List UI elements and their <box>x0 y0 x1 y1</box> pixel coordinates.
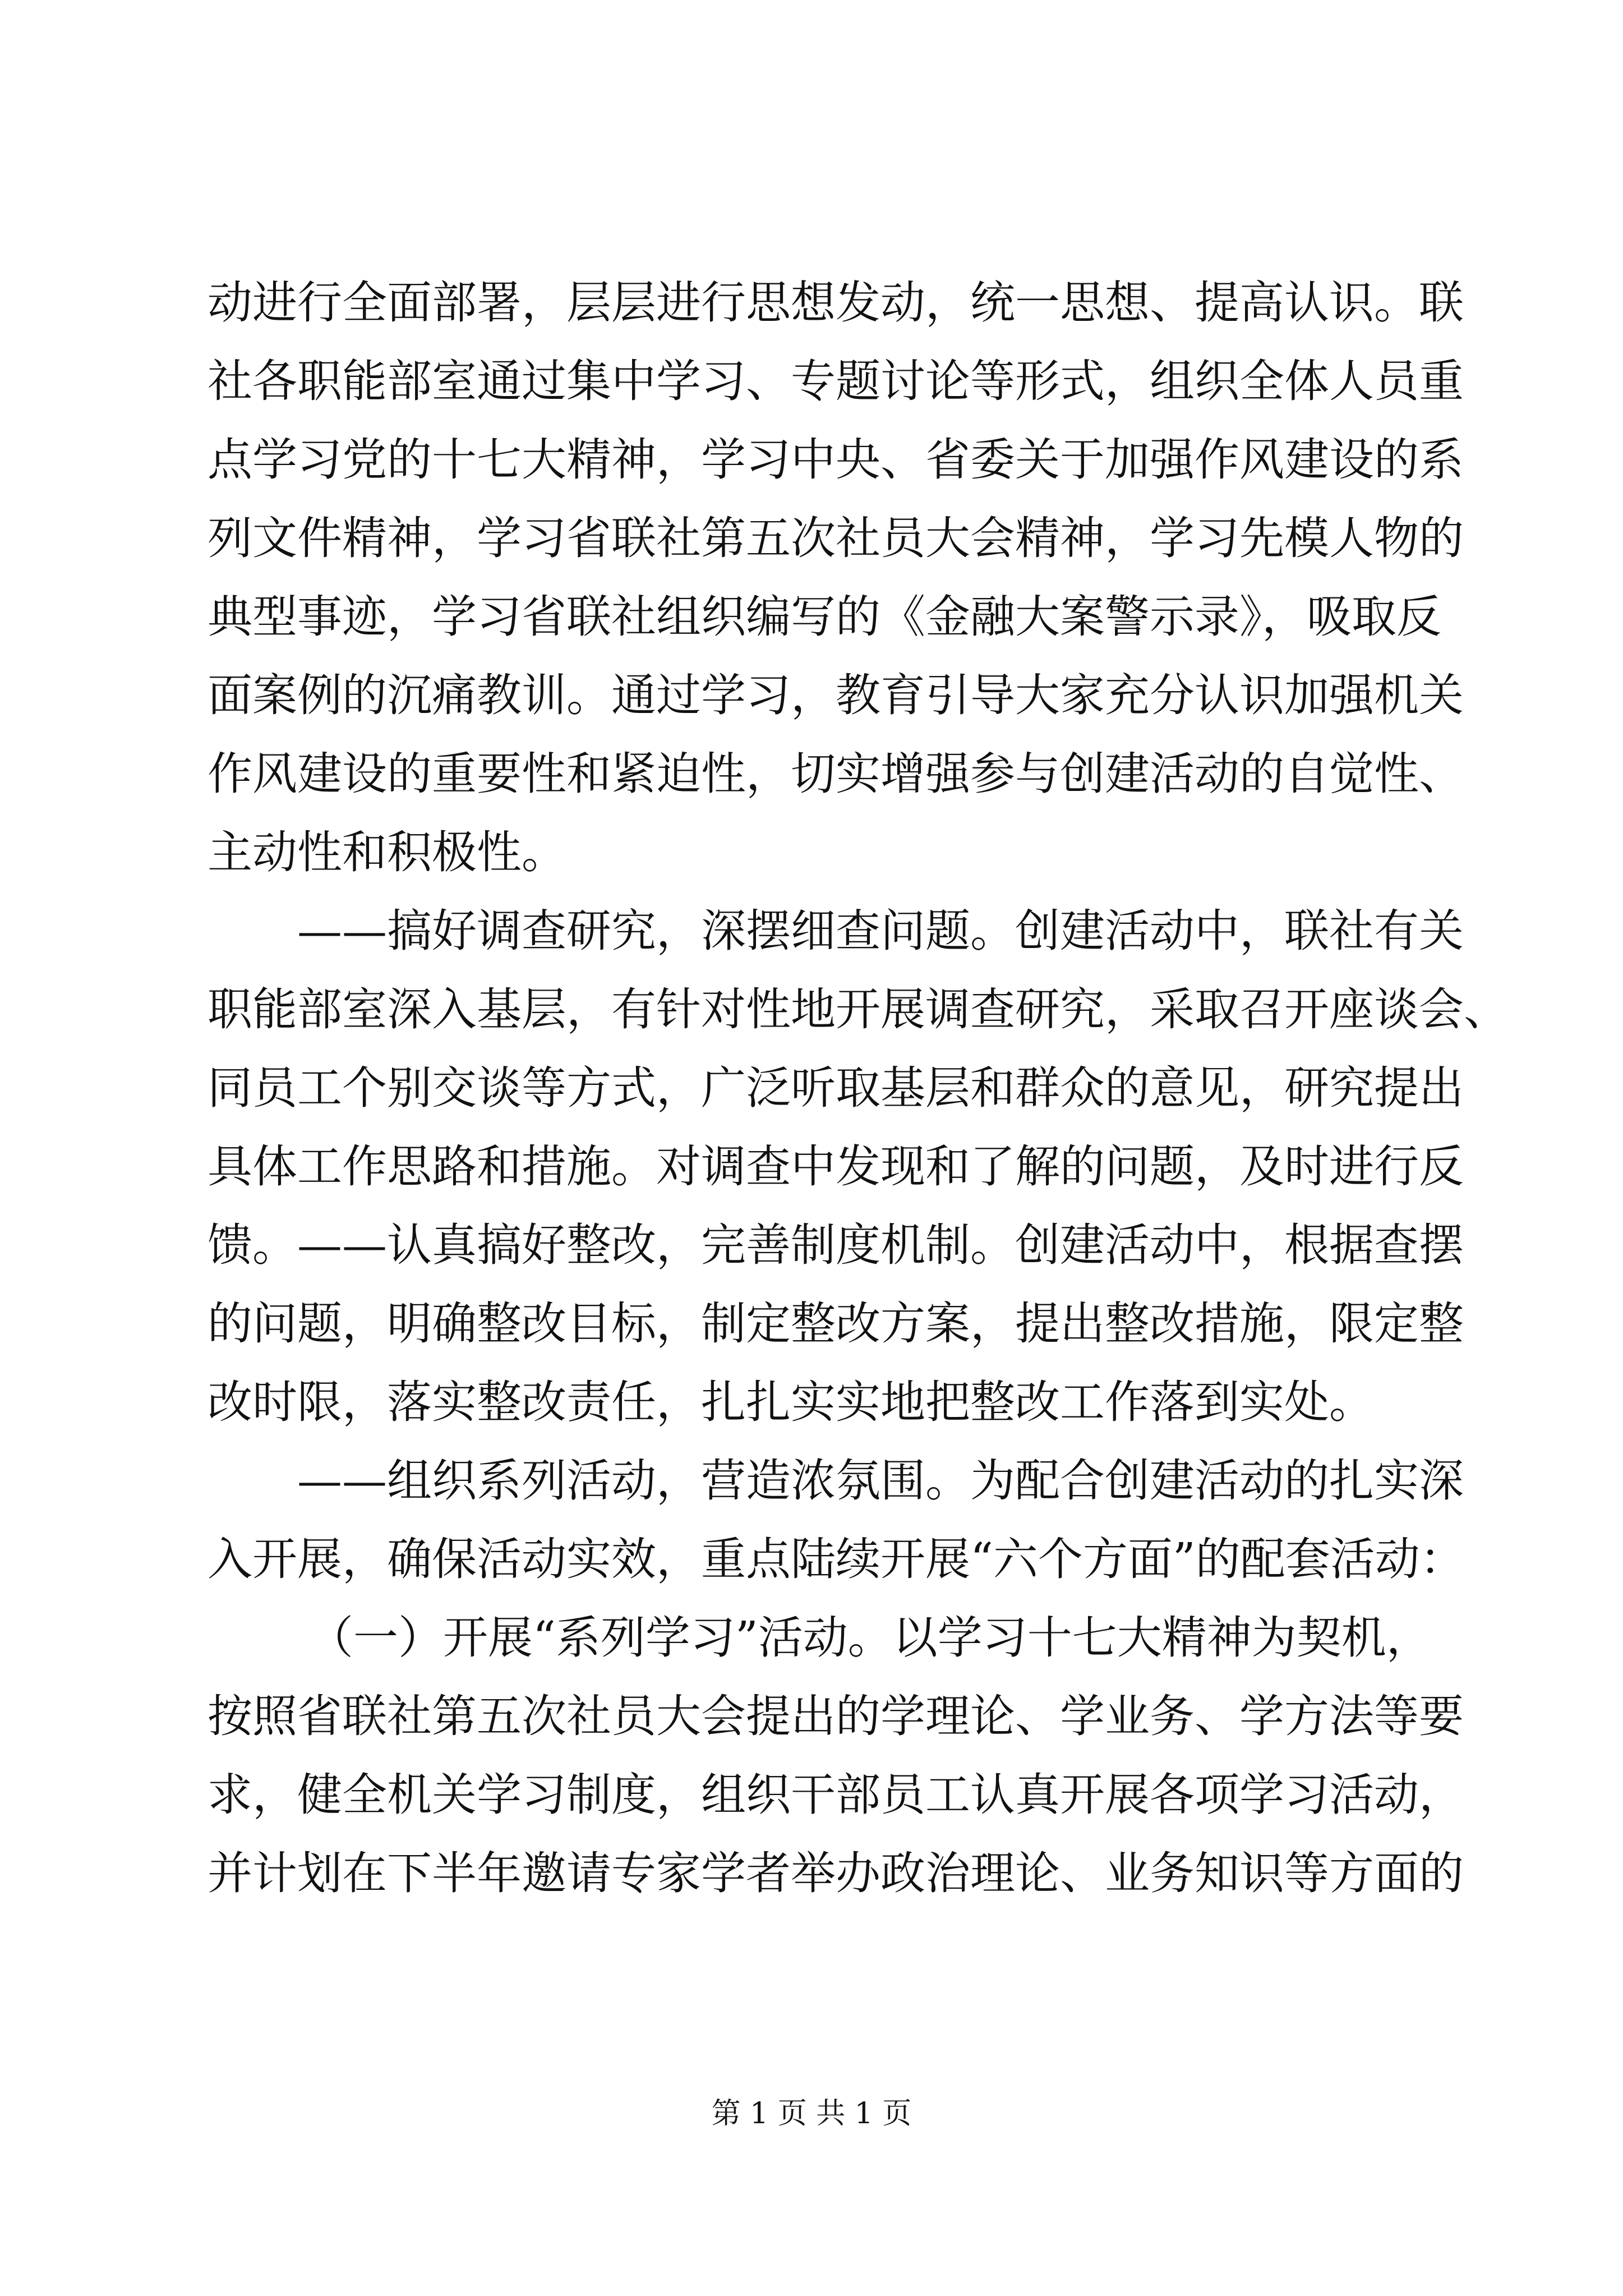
text-line: 并计划在下半年邀请专家学者举办政治理论、业务知识等方面的 <box>208 1847 1464 1899</box>
text-line: 动进行全面部署，层层进行思想发动，统一思想、提高认识。联 <box>208 277 1464 329</box>
text-line: 的问题，明确整改目标，制定整改方案，提出整改措施，限定整 <box>208 1297 1464 1350</box>
text-line: 面案例的沉痛教训。通过学习，教育引导大家充分认识加强机关 <box>208 669 1464 721</box>
body-text <box>208 264 1509 1913</box>
text-line: 求，健全机关学习制度，组织干部员工认真开展各项学习活动， <box>208 1769 1464 1821</box>
text-line: 入开展，确保活动实效，重点陆续开展“六个方面”的配套活动： <box>208 1533 1465 1585</box>
text-line: （一）开展“系列学习”活动。以学习十七大精神为契机， <box>308 1612 1431 1664</box>
text-line: 典型事迹，学习省联社组织编写的《金融大案警示录》，吸取反 <box>208 591 1441 643</box>
page-number-footer: 第 1 页 共 1 页 <box>711 2097 912 2131</box>
text-line: 列文件精神，学习省联社第五次社员大会精神，学习先模人物的 <box>208 512 1464 564</box>
text-line: 主动性和积极性。 <box>208 826 566 878</box>
text-line: 按照省联社第五次社员大会提出的学理论、学业务、学方法等要 <box>208 1690 1464 1742</box>
text-line: ——搞好调查研究，深摆细查问题。创建活动中，联社有关 <box>297 905 1464 957</box>
text-line: 同员工个别交谈等方式，广泛听取基层和群众的意见，研究提出 <box>208 1062 1464 1114</box>
text-line: 馈。——认真搞好整改，完善制度机制。创建活动中，根据查摆 <box>208 1219 1464 1271</box>
text-line: 点学习党的十七大精神，学习中央、省委关于加强作风建设的系 <box>208 434 1464 486</box>
text-line: 作风建设的重要性和紧迫性，切实增强参与创建活动的自觉性、 <box>208 748 1464 800</box>
text-line: 改时限，落实整改责任，扎扎实实地把整改工作落到实处。 <box>208 1376 1374 1428</box>
text-line: ——组织系列活动，营造浓氛围。为配合创建活动的扎实深 <box>297 1455 1464 1507</box>
text-line: 职能部室深入基层，有针对性地开展调查研究，采取召开座谈会、 <box>208 983 1509 1036</box>
text-line: 具体工作思路和措施。对调查中发现和了解的问题，及时进行反 <box>208 1140 1464 1193</box>
text-line: 社各职能部室通过集中学习、专题讨论等形式，组织全体人员重 <box>208 355 1464 407</box>
